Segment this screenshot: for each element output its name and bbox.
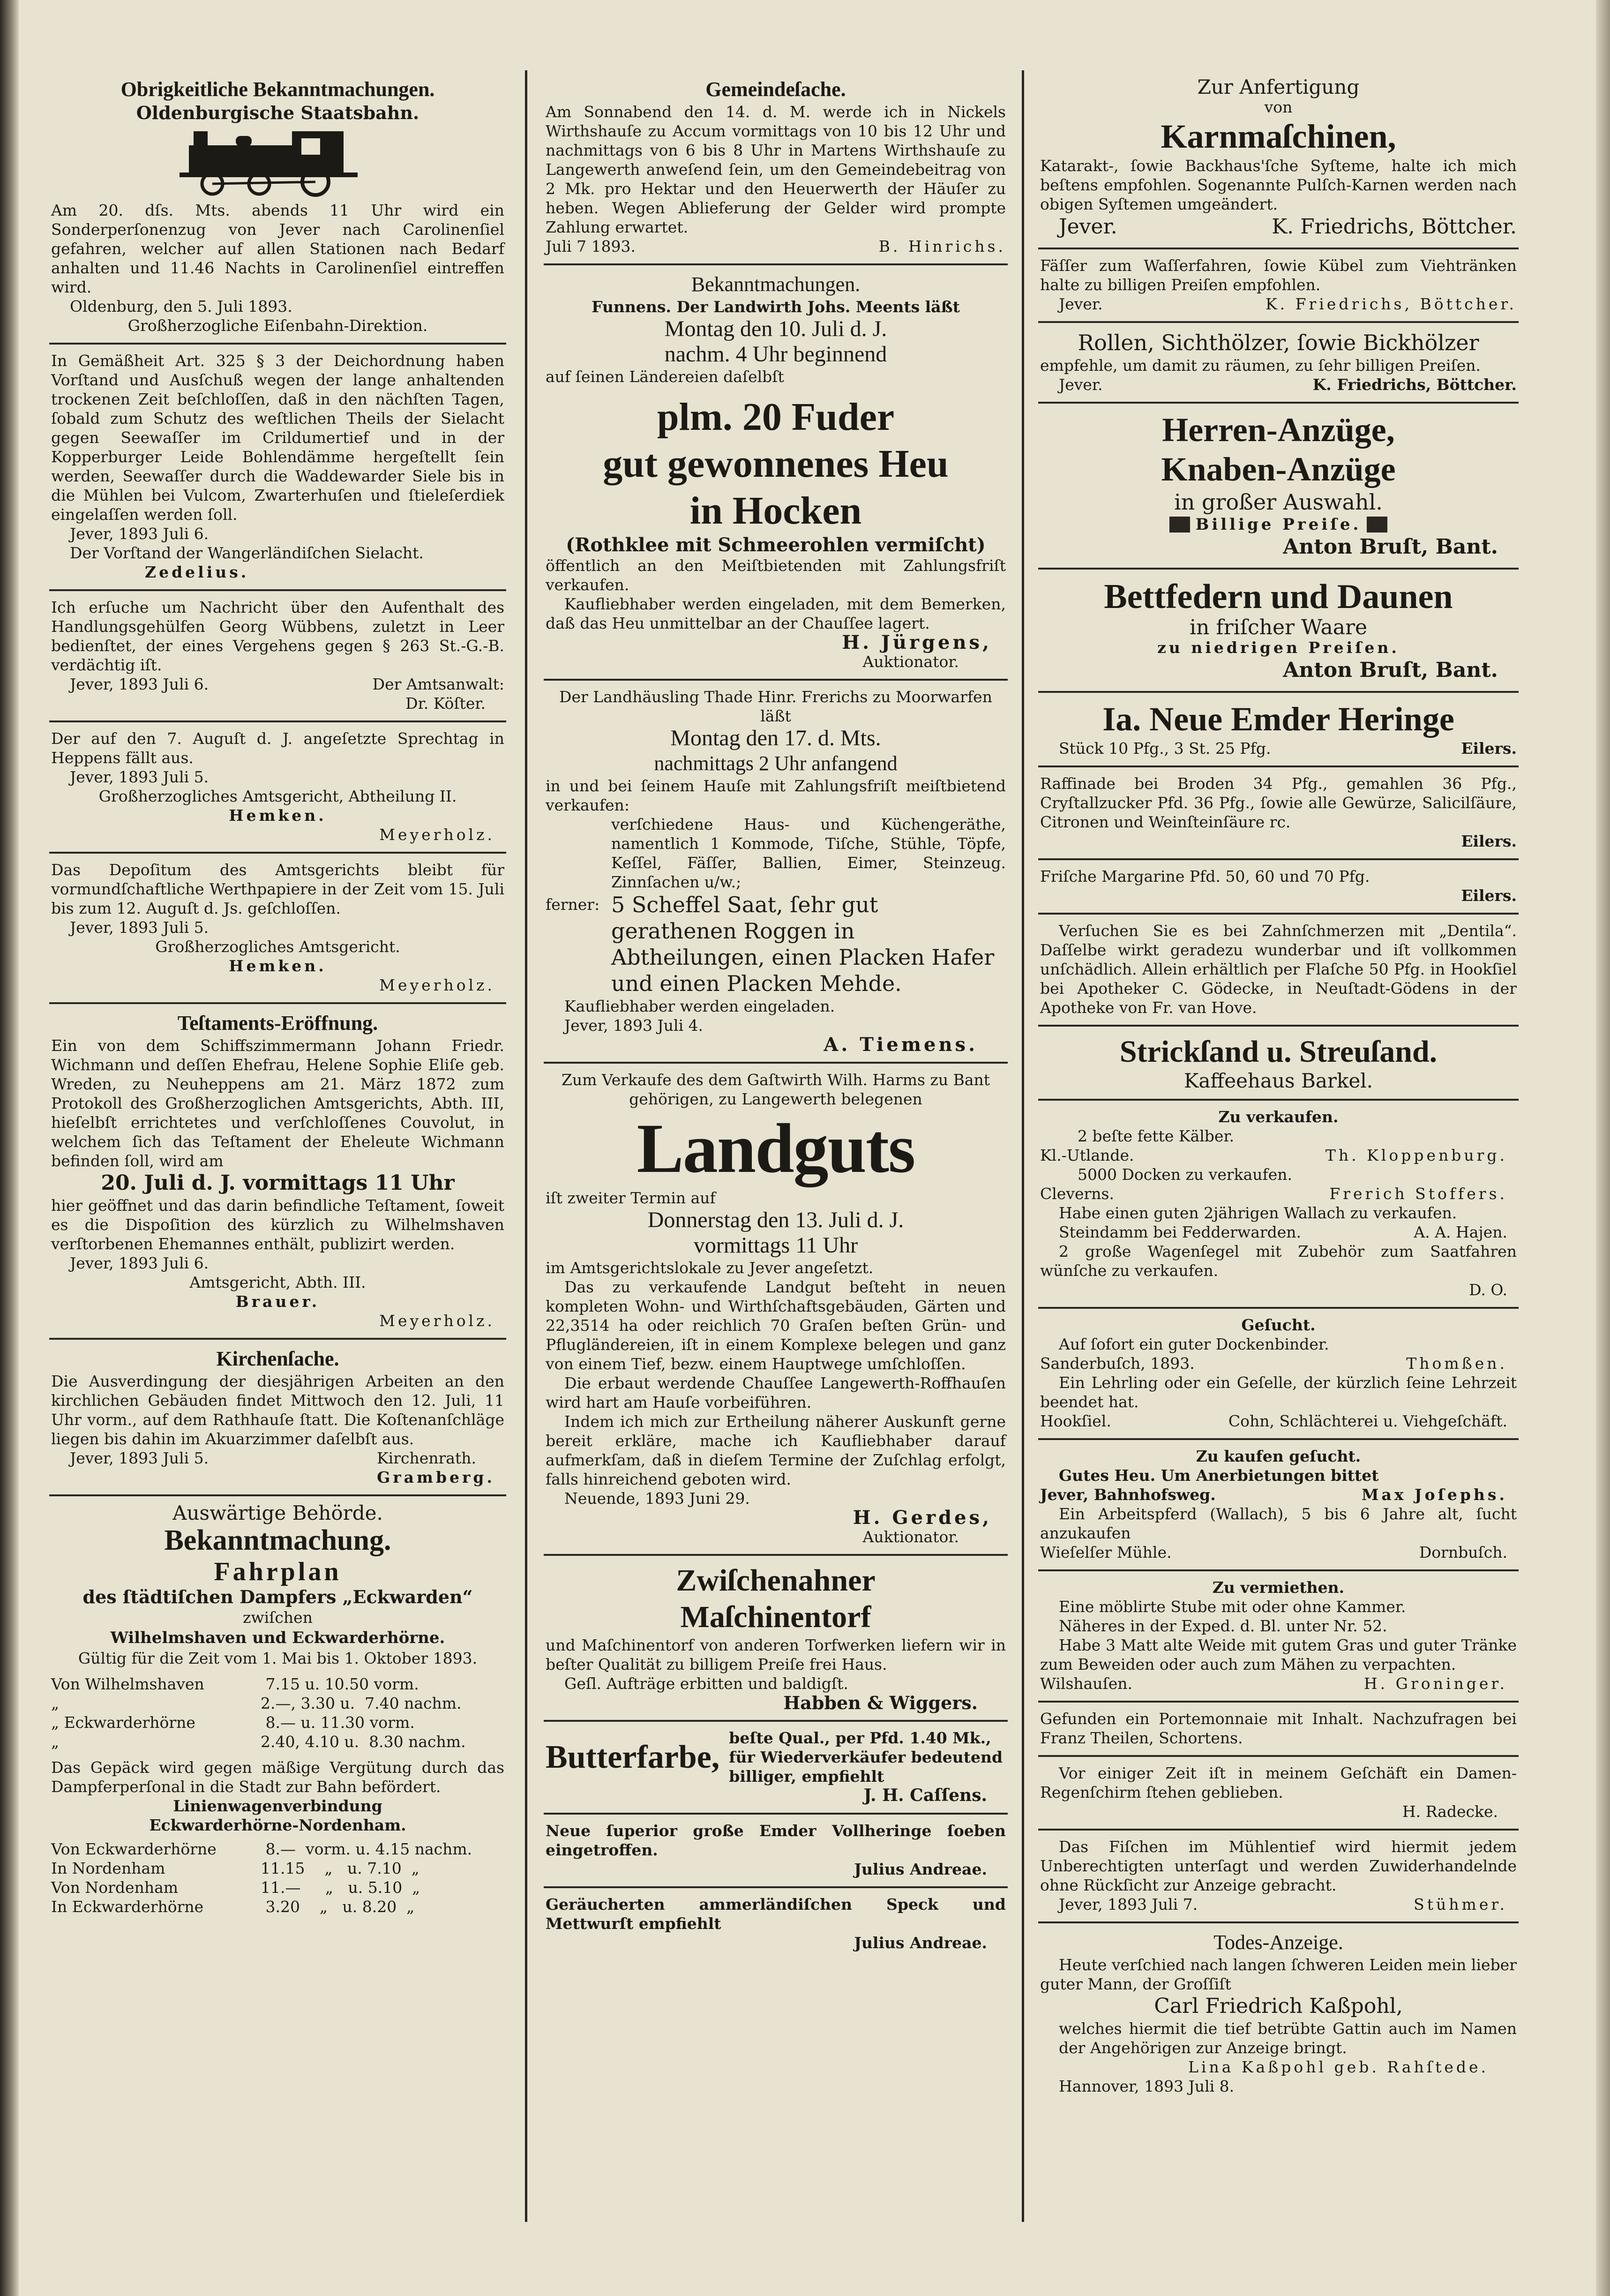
notice-date: Jever, 1893 Juli 6. xyxy=(70,675,209,693)
notice-signature-name: Gramberg. xyxy=(377,1468,495,1486)
section-header: Obrigkeitliche Bekanntmachungen. xyxy=(120,78,435,101)
notice-date: Jever, 1893 Juli 5. xyxy=(70,1449,209,1467)
notice-body: Am 20. dſs. Mts. abends 11 Uhr wird ein Sonderperſonenzug von Jever nach Carolinenſiel gefahren, welcher auf allen Stationen nach Bedarf anhalten und 11.46 Nachts in Carolinenſiel eintreffen wird. xyxy=(51,201,504,296)
ad-banner: Billige Preiſe. xyxy=(1040,515,1517,534)
notice-signature: Der Amtsanwalt: xyxy=(372,675,504,693)
timetable-route: Wilhelmshaven und Eckwarderhörne. xyxy=(110,1628,445,1647)
ad-dentila xyxy=(1038,915,1519,1027)
ad-headline: Herren-Anzüge, xyxy=(1162,411,1395,449)
ad-label: ferner: xyxy=(546,895,600,914)
ad-body: Geſl. Aufträge erbitten und baldigſt. xyxy=(564,1674,848,1693)
notice-signature: Großherzogliches Amtsgericht. xyxy=(155,938,400,956)
section-header: Teſtaments-Eröffnung. xyxy=(177,1012,378,1035)
ad-time-line: nachm. 4 Uhr beginnend xyxy=(664,342,887,367)
ad-rollen xyxy=(1038,323,1519,404)
table-row: „ 2.40, 4.10 u. 8.30 nachm. xyxy=(51,1733,466,1751)
column-left xyxy=(49,70,506,1924)
notice-fahrplan xyxy=(49,1496,506,1924)
ad-intro: Zur Anfertigung xyxy=(1197,75,1360,98)
notice-body: Die Ausverdingung der diesjährigen Arbeiten an den kirchlichen Gebäuden findet Mittwoch den 12. Juli, 11 Uhr vorm., auf dem Rathhauſe ſtatt. Die Koſtenanſchläge liegen bis dahin im Akuarzimmer daſelbſt aus. xyxy=(51,1372,504,1448)
ad-date-line: Montag den 10. Juli d. J. xyxy=(664,316,887,341)
table-row: Von Nordenham 11.— „ u. 5.10 „ xyxy=(51,1878,420,1897)
notice-sprechtag xyxy=(49,722,506,854)
notice-body: Das Depoſitum des Amtsgerichts bleibt für vormundſchaftliche Werthpapiere in der Zeit vom 15. Juli bis zum 12. Auguſt d. Js. geſchloſſen. xyxy=(51,861,504,917)
ad-headline: gut gewonnenes Heu xyxy=(603,442,949,486)
table-row: In Nordenham 11.15 „ u. 7.10 „ xyxy=(51,1859,419,1877)
ad-gesucht: Geſucht. Auf ſofort ein guter Dockenbinder. Sanderbuſch, 1893. Thomßen. Ein Lehrling oder ein Geſelle, der kürzlich ſeine Lehrzeit beendet hat. Hookſiel. Cohn, Schlächterei u. Viehgeſchäft. xyxy=(1038,1309,1519,1440)
ad-signature: Anton Bruſt, Bant. xyxy=(1283,658,1498,682)
ad-fischen: Das Fiſchen im Mühlentief wird hiermit jedem Unberechtigten unterſagt und werden Zuwiderhandelnde ohne Rückſicht zur Anzeige gebracht. Jever, 1893 Juli 7. Stühmer. xyxy=(1038,1831,1519,1923)
ad-herring xyxy=(544,1815,1008,1888)
ad-body: Fäſſer zum Waſſerfahren, ſowie Kübel zum Viehtränken halte zu billigen Preiſen empfohlen. xyxy=(1040,256,1517,294)
ad-body: Raffinade bei Broden 34 Pfg., gemahlen 36 Pfg., Cryſtallzucker Pfd. 36 Pfg., ſowie alle Gewürze, Salicilſäure, Citronen und Weinſteinſäure rc. xyxy=(1040,774,1517,831)
ad-place: Jever. xyxy=(1059,375,1103,394)
ad-body: Gutes Heu. Um Anerbietungen bittet xyxy=(1059,1466,1379,1485)
notice-date: Jever, 1893 Juli 6. xyxy=(70,1254,209,1272)
ad-headline: Butterfarbe, xyxy=(546,1739,720,1775)
ad-date: Jever, 1893 Juli 4. xyxy=(564,1016,704,1035)
ad-body: Indem ich mich zur Ertheilung näherer Auskunft gerne bereit erkläre, mache ich Kaufliebhaber darauf aufmerkſam, daß in dieſem Termine der Zuſchlag erfolgt, falls hinreichend geboten wird. xyxy=(546,1412,1006,1488)
timetable-subtitle: des ſtädtiſchen Dampfers „Eckwarden“ xyxy=(82,1586,473,1607)
notice-signature: B. Hinrichs. xyxy=(878,237,1006,255)
timetable-title: Fahrplan xyxy=(214,1557,342,1586)
ad-signature-role: Auktionator. xyxy=(862,653,959,671)
ad-signature: K. Friedrichs, Böttcher. xyxy=(1265,295,1517,313)
ad-signature-role: Auktionator. xyxy=(862,1528,959,1546)
ad-name: Carl Friedrich Kaßpohl, xyxy=(1154,1994,1403,2018)
ad-signature: H. Jürgens, xyxy=(842,631,992,653)
timetable-coach xyxy=(51,1839,504,1916)
ad-headline: Maſchinentorf xyxy=(680,1600,871,1634)
notice-body: Am Sonnabend den 14. d. M. werde ich in Nickels Wirthshauſe zu Accum vormittags von 10 bis 12 Uhr und nachmittags von 6 bis 8 Uhr in Martens Wirthshauſe zu Langewerth anweſend ſein, um den Gemeindebeitrag von 2 Mk. pro Hektar und den Heuerwerth der Häuſer zu heben. Wegen Ablieferung der Gelder wird prompte Zahlung erwartet. xyxy=(546,103,1006,236)
column-rule-2 xyxy=(1022,70,1024,2222)
ad-zu-kaufen: Zu kaufen geſucht. Gutes Heu. Um Anerbietungen bittet Jever, Bahnhofsweg. Max Joſephs. Ein Arbeitspferd (Wallach), 5 bis 6 Jahre alt, ſucht anzukaufen Wieſelſer Mühle. Dornbuſch. xyxy=(1038,1440,1519,1571)
ad-body: Der Landhäusling Thade Hinr. Frerichs zu Moorwarfen läßt xyxy=(559,688,992,725)
ad-signature: Lina Kaßpohl geb. Rahſtede. xyxy=(1188,2058,1489,2076)
ad-household-auction xyxy=(544,681,1008,1064)
table-row: „ Eckwarderhörne 8.— u. 11.30 vorm. xyxy=(51,1713,415,1732)
notice-clerk: Meyerholz. xyxy=(379,825,495,844)
ad-place: Jever. xyxy=(1059,295,1103,313)
notice-signature-name: Brauer. xyxy=(235,1292,320,1311)
section-header: Todes-Anzeige. xyxy=(1213,1931,1343,1954)
section-header: Kirchenſache. xyxy=(216,1347,339,1370)
ad-signature: Eilers. xyxy=(1461,832,1517,850)
page-binding-edge xyxy=(0,0,19,2296)
ad-butterfarbe xyxy=(544,1722,1008,1815)
notice-depositum xyxy=(49,854,506,1004)
section-header: Bekanntmachung. xyxy=(164,1524,391,1556)
section-header: Bekanntmachungen. xyxy=(691,273,861,296)
ad-signature: H. Gerdes, xyxy=(853,1507,992,1529)
ad-signature: Anton Bruſt, Bant. xyxy=(1283,535,1498,559)
ad-body: und Maſchinentorf von anderen Torfwerken liefern wir in beſter Qualität zu billigem Preiſe frei Haus. xyxy=(546,1636,1006,1673)
ad-body: Vor einiger Zeit iſt in meinem Geſchäft ein Damen-Regenſchirm ſtehen geblieben. xyxy=(1040,1764,1517,1801)
column-middle xyxy=(544,70,1008,1960)
ad-place: Jever. xyxy=(1059,215,1117,239)
ad-signature: Eilers. xyxy=(1461,886,1517,905)
table-row: „ 2.—, 3.30 u. 7.40 nachm. xyxy=(51,1694,462,1712)
timetable-subtitle: Linienwagenverbindung xyxy=(173,1797,382,1815)
ad-headline: Ia. Neue Emder Heringe xyxy=(1102,700,1454,738)
section-header: Zu vermiethen. xyxy=(1212,1578,1345,1597)
ad-hay-auction xyxy=(544,265,1008,681)
notice-subheader: Oldenburgische Staatsbahn. xyxy=(136,102,419,123)
ad-date: Hannover, 1893 Juli 8. xyxy=(1059,2077,1235,2095)
ad-signature: A. Tiemens. xyxy=(824,1034,978,1056)
notice-highlight: 20. Juli d. J. vormittags 11 Uhr xyxy=(101,1171,455,1195)
section-header: Gemeindeſache. xyxy=(705,78,846,101)
notice-testament xyxy=(49,1004,506,1340)
notice-search xyxy=(49,591,506,722)
ad-body: Ein Lehrling oder ein Geſelle, der kürzlich ſeine Lehrzeit beendet hat. xyxy=(1040,1373,1517,1411)
ad-body: Neue ſuperior große Emder Vollheringe ſoeben eingetroffen. xyxy=(546,1822,1006,1859)
ad-zu-vermiethen: Zu vermiethen. Eine möblirte Stube mit oder ohne Kammer. Näheres in der Exped. d. Bl. unter Nr. 52. Habe 3 Matt alte Weide mit gutem Gras und guter Tränke zum Beweiden oder auch zum Mähen zu verpachten. Wilshauſen. H. Groninger. xyxy=(1038,1571,1519,1703)
notice-signature-name: Hemken. xyxy=(229,957,327,975)
ad-headline: Rollen, Sichthölzer, ſowie Bickhölzer xyxy=(1078,330,1479,355)
ad-headline: Strickſand u. Streuſand. xyxy=(1119,1035,1438,1069)
ad-items: verſchiedene Haus- und Küchengeräthe, namentlich 1 Kommode, Tiſche, Stühle, Töpfe, Keſſel, Fäſſer, Ballien, Eimer, Steinzeug. Zinnſachen u/w.; xyxy=(611,815,1006,891)
ad-time-line: vormittags 11 Uhr xyxy=(693,1233,858,1258)
ad-signature: J. H. Caſſens. xyxy=(863,1786,987,1805)
ad-date-line: Montag den 17. d. Mts. xyxy=(670,726,881,750)
section-header: Zu verkaufen. xyxy=(1218,1108,1339,1126)
ad-time-line: nachmittags 2 Uhr anfangend xyxy=(654,752,898,775)
notice-signature: Der Vorſtand der Wangerländiſchen Sielacht. xyxy=(70,544,424,562)
table-row: Von Wilhelmshaven 7.15 u. 10.50 vorm. xyxy=(51,1675,419,1693)
ad-subline: in großer Auswahl. xyxy=(1174,489,1383,515)
ad-body: Habe 3 Matt alte Weide mit gutem Gras und guter Tränke zum Beweiden oder auch zum Mähen zu verpachten. xyxy=(1040,1636,1517,1673)
notice-signature: Großherzogliche Eiſenbahn-Direktion. xyxy=(127,316,428,335)
ad-body: Kaufliebhaber werden eingeladen, mit dem Bemerken, daß das Heu unmittelbar an der Chauſſee lagert. xyxy=(546,595,1006,632)
ad-todes-anzeige xyxy=(1038,1923,1519,2103)
ad-body: Katarakt-, ſowie Backhaus'ſche Syſteme, halte ich mich beſtens empfohlen. Sogenannte Pulſch-Karnen werden nach obigen Syſtemen umgeändert. xyxy=(1040,157,1517,213)
ad-body: öffentlich an den Meiſtbietenden mit Zahlungsfriſt verkaufen. xyxy=(546,556,1006,594)
ad-signature: Julius Andreae. xyxy=(854,1860,987,1878)
ad-intro: Funnens. Der Landwirth Johs. Meents läßt xyxy=(592,298,960,316)
timetable-validity: Gültig für die Zeit vom 1. Mai bis 1. Oktober 1893. xyxy=(78,1649,478,1667)
ad-body: beſte Qual., per Pfd. 1.40 Mk., für Wiederverkäufer bedeutend billiger, empfiehlt xyxy=(729,1729,1003,1786)
ad-body: Verſuchen Sie es bei Zahnſchmerzen mit „Dentila“. Daſſelbe wirkt geradezu wunderbar und iſt vollkommen unſchädlich. Allein erhältlich per Flaſche 50 Pfg. in Hookſiel bei Apotheker C. Gödecke, in Neuſtadt-Gödens in der Apotheke von Fr. van Hove. xyxy=(1040,922,1517,1017)
ad-subline: in friſcher Waare xyxy=(1189,615,1368,639)
notice-deich xyxy=(49,345,506,591)
ad-body: Heute verſchied nach langen ſchweren Leiden mein lieber guter Mann, der Groſſiſt xyxy=(1040,1956,1517,1993)
ad-gefunden xyxy=(1038,1703,1519,1757)
ad-body: Die erbaut werdende Chauſſee Langewerth-Roffhauſen wird hart am Hauſe vorbeiführen. xyxy=(546,1374,1006,1411)
notice-date: Jever, 1893 Juli 6. xyxy=(70,525,209,543)
ad-body: im Amtsgerichtslokale zu Jever angeſetzt. xyxy=(546,1259,874,1277)
ad-headline: Landguts xyxy=(637,1110,915,1187)
notice-clerk: Meyerholz. xyxy=(379,976,495,994)
notice-signature: Großherzogliches Amtsgericht, Abtheilung II. xyxy=(98,787,457,805)
ad-peat xyxy=(544,1556,1008,1722)
ad-body: Näheres in der Exped. d. Bl. unter Nr. 52. xyxy=(1059,1617,1387,1635)
ad-intro: von xyxy=(1264,98,1293,116)
ad-strickfand xyxy=(1038,1027,1519,1101)
ad-speck xyxy=(544,1888,1008,1960)
ad-body: empfehle, um damit zu räumen, zu ſehr billigen Preiſen. xyxy=(1040,356,1481,375)
ad-items-large: 5 Scheffel Saat, ſehr gut gerathenen Roggen in Abtheilungen, einen Placken Hafer und einen Placken Mehde. xyxy=(611,892,995,996)
ad-signature: K. Friedrichs, Böttcher. xyxy=(1272,215,1517,239)
notice-category: Auswärtige Behörde. xyxy=(172,1501,383,1524)
ad-body: Ein Arbeitspferd (Wallach), 5 bis 6 Jahre alt, ſucht anzukaufen xyxy=(1040,1505,1517,1542)
notice-signature-name: Zedelius. xyxy=(145,563,249,581)
notice-body: Der auf den 7. Auguſt d. J. angeſetzte Sprechtag in Heppens fällt aus. xyxy=(51,729,504,767)
ad-body: Gefunden ein Portemonnaie mit Inhalt. Nachzufragen bei Franz Theilen, Schortens. xyxy=(1040,1710,1517,1747)
ad-body: 5000 Docken zu verkaufen. xyxy=(1078,1165,1293,1184)
page-right-edge xyxy=(1596,0,1610,2296)
notice-signature: Amtsgericht, Abth. III. xyxy=(189,1273,366,1291)
ad-signature: Eilers. xyxy=(1461,739,1517,758)
ad-headline: Knaben-Anzüge xyxy=(1161,450,1396,488)
notice-body: Ich erſuche um Nachricht über den Aufenthalt des Handlungsgehülfen Georg Wübbens, zuletzt in Leer bedienſtet, der eines Vergehens gegen § 263 St.-G.-B. verdächtig iſt. xyxy=(51,598,504,674)
ad-body: Habe einen guten 2jährigen Wallach zu verkaufen. xyxy=(1059,1204,1457,1222)
ad-body: Zum Verkaufe des dem Gaſtwirth Wilh. Harms zu Bant gehörigen, zu Langewerth belegenen xyxy=(561,1071,990,1108)
ad-body: Eine möblirte Stube mit oder ohne Kammer. xyxy=(1059,1598,1406,1616)
timetable-route: Eckwarderhörne-Nordenham. xyxy=(149,1816,406,1834)
ad-body: welches hiermit die tief betrübte Gattin auch im Namen der Angehörigen zur Anzeige bringt. xyxy=(1059,2019,1517,2057)
ad-landgut xyxy=(544,1064,1008,1556)
column-right xyxy=(1038,70,1519,2103)
timetable-steamer xyxy=(51,1674,504,1751)
ad-body: in und bei ſeinem Hauſe mit Zahlungsfriſt meiſtbietend verkaufen: xyxy=(546,777,1006,814)
ad-anzuege xyxy=(1038,404,1519,570)
ad-headline: in Hocken xyxy=(689,489,862,533)
notice-signature-name: Dr. Köſter. xyxy=(405,694,486,713)
ad-signature: K. Friedrichs, Böttcher. xyxy=(1312,375,1517,394)
ad-body: Geräucherten ammerländiſchen Speck und Mettwurſt empfiehlt xyxy=(546,1895,1006,1933)
ad-signature: D. O. xyxy=(1469,1281,1507,1299)
notice-date: Oldenburg, den 5. Juli 1893. xyxy=(70,297,292,315)
ad-date-line: Donnerstag den 13. Juli d. J. xyxy=(647,1208,904,1232)
ad-date: Neuende, 1893 Juni 29. xyxy=(564,1489,750,1508)
notice-gemeinde xyxy=(544,70,1008,265)
notice-date: Jever, 1893 Juli 5. xyxy=(70,918,209,937)
locomotive-icon xyxy=(180,127,376,197)
ad-margarine xyxy=(1038,860,1519,915)
ad-faesser xyxy=(1038,249,1519,323)
ad-signature: Habben & Wiggers. xyxy=(783,1692,978,1713)
ad-bettfedern xyxy=(1038,570,1519,693)
ad-body: Friſche Margarine Pfd. 50, 60 und 70 Pfg. xyxy=(1040,867,1370,885)
ad-body: Auf ſofort ein guter Dockenbinder. xyxy=(1059,1335,1329,1353)
notice-railway xyxy=(49,70,506,345)
ad-signature: Julius Andreae. xyxy=(854,1934,987,1952)
timetable-between: zwiſchen xyxy=(243,1608,313,1627)
notice-body: In Gemäßheit Art. 325 § 3 der Deichordnung haben Vorſtand und Ausſchuß wegen der lange anhaltenden trockenen Zeit beſchloſſen, daß in den nächſten Tagen, ſobald zum Schutz des weſtlichen Theils der Sielacht gegen Seewaſſer im Crildumertief und in der Kopperburger Leide Bohlendämme hergeſtellt ſein werden, Seewaſſer durch die Waddewarder Siele bis in die Mühlen bei Vulcom, Zwarterhuſen und ſtieleſerdiek eingelaſſen werden ſoll. xyxy=(51,352,504,524)
notice-clerk: Meyerholz. xyxy=(379,1312,495,1330)
notice-signature-name: Hemken. xyxy=(229,806,327,825)
ad-emder-heringe xyxy=(1038,693,1519,767)
table-row: In Eckwarderhörne 3.20 „ u. 8.20 „ xyxy=(51,1898,415,1916)
notice-date: Juli 7 1893. xyxy=(546,237,636,255)
table-row: Von Eckwarderhörne 8.— vorm. u. 4.15 nachm. xyxy=(51,1840,472,1858)
notice-signature: Kirchenrath. xyxy=(377,1449,476,1467)
notice-body: Ein von dem Schiffszimmermann Johann Friedr. Wichmann und deſſen Ehefrau, Helene Sophie Eliſe geb. Wreden, zu Neuheppens am 21. März 1872 zum Protokoll des Großherzoglichen Amtsgerichts, Abth. III, hieſelbſt errichtetes und verſchloſſenes Couvolut, in welchem ſich das Teſtament der Eheleute Wichmann befinden ſoll, wird am xyxy=(51,1036,504,1170)
ad-body: Kaufliebhaber werden eingeladen. xyxy=(564,997,835,1015)
section-header: Zu kaufen geſucht. xyxy=(1196,1447,1361,1465)
ad-location: auf ſeinen Ländereien daſelbſt xyxy=(546,368,784,386)
ad-subline: Kaffeehaus Barkel. xyxy=(1183,1069,1373,1092)
ad-body: 2 beſte fette Kälber. xyxy=(1078,1127,1235,1145)
ad-body: iſt zweiter Termin auf xyxy=(546,1189,716,1207)
notice-body: hier geöffnet und das darin befindliche Teſtament, ſoweit es die Dispoſition des kürzlich zu Wilhelmshaven verſtorbenen Ehemannes enthält, publizirt werden. xyxy=(51,1196,504,1253)
ad-headline: Bettfedern und Daunen xyxy=(1104,578,1453,616)
column-rule-1 xyxy=(525,70,527,2222)
ad-body: Das Fiſchen im Mühlentief wird hiermit jedem Unberechtigten unterſagt und werden Zuwiderhandelnde ohne Rückſicht zur Anzeige gebracht. xyxy=(1040,1838,1517,1894)
ad-body: 2 große Wagenſegel mit Zubehör zum Saatfahren wünſche zu verkaufen. xyxy=(1040,1242,1517,1280)
section-header: Geſucht. xyxy=(1241,1316,1316,1334)
ad-body: Das zu verkaufende Landgut beſteht in neuen kompleten Wohn- und Wirthſchaftsgebäuden, Gärten und 22,3514 ha oder reichlich 70 Graſen beſten Grün- und Pflugländereien, iſt in einem Komplexe belegen und ganz von einem Tief, bezw. einem Hauptwege umſchloſſen. xyxy=(546,1278,1006,1373)
notice-kirche xyxy=(49,1340,506,1496)
ad-signature: H. Radecke. xyxy=(1402,1802,1498,1821)
ad-subline: (Rothklee mit Schmeerohlen vermiſcht) xyxy=(566,534,986,556)
ad-body: Stück 10 Pfg., 3 St. 25 Pfg. xyxy=(1059,739,1271,758)
notice-date: Jever, 1893 Juli 5. xyxy=(70,768,209,786)
ad-headline: Karnmaſchinen, xyxy=(1161,118,1396,155)
timetable-note: Das Gepäck wird gegen mäßige Vergütung durch das Dampferperſonal in die Stadt zur Bahn befördert. xyxy=(51,1758,504,1796)
ad-zu-verkaufen: Zu verkaufen. 2 beſte fette Kälber. Kl.-Utlande. Th. Kloppenburg. 5000 Docken zu verkaufen. Cleverns. Frerich Stoffers. Habe einen guten 2jährigen Wallach zu verkaufen. Steindamm bei Fedderwarden. A. A. Hajen. 2 große Wagenſegel mit Zubehör zum Saatfahren wünſche zu verkaufen. D. O. xyxy=(1038,1101,1519,1309)
ad-karnmaschinen xyxy=(1038,70,1519,249)
ad-subline: zu niedrigen Preiſen. xyxy=(1157,638,1400,657)
ad-zucker xyxy=(1038,767,1519,860)
banner-ribbon-icon xyxy=(1367,517,1387,533)
banner-ribbon-icon xyxy=(1169,517,1190,533)
ad-headline: plm. 20 Fuder xyxy=(657,395,895,439)
ad-regenschirm xyxy=(1038,1757,1519,1831)
ad-headline: Zwiſchenahner xyxy=(676,1563,876,1598)
